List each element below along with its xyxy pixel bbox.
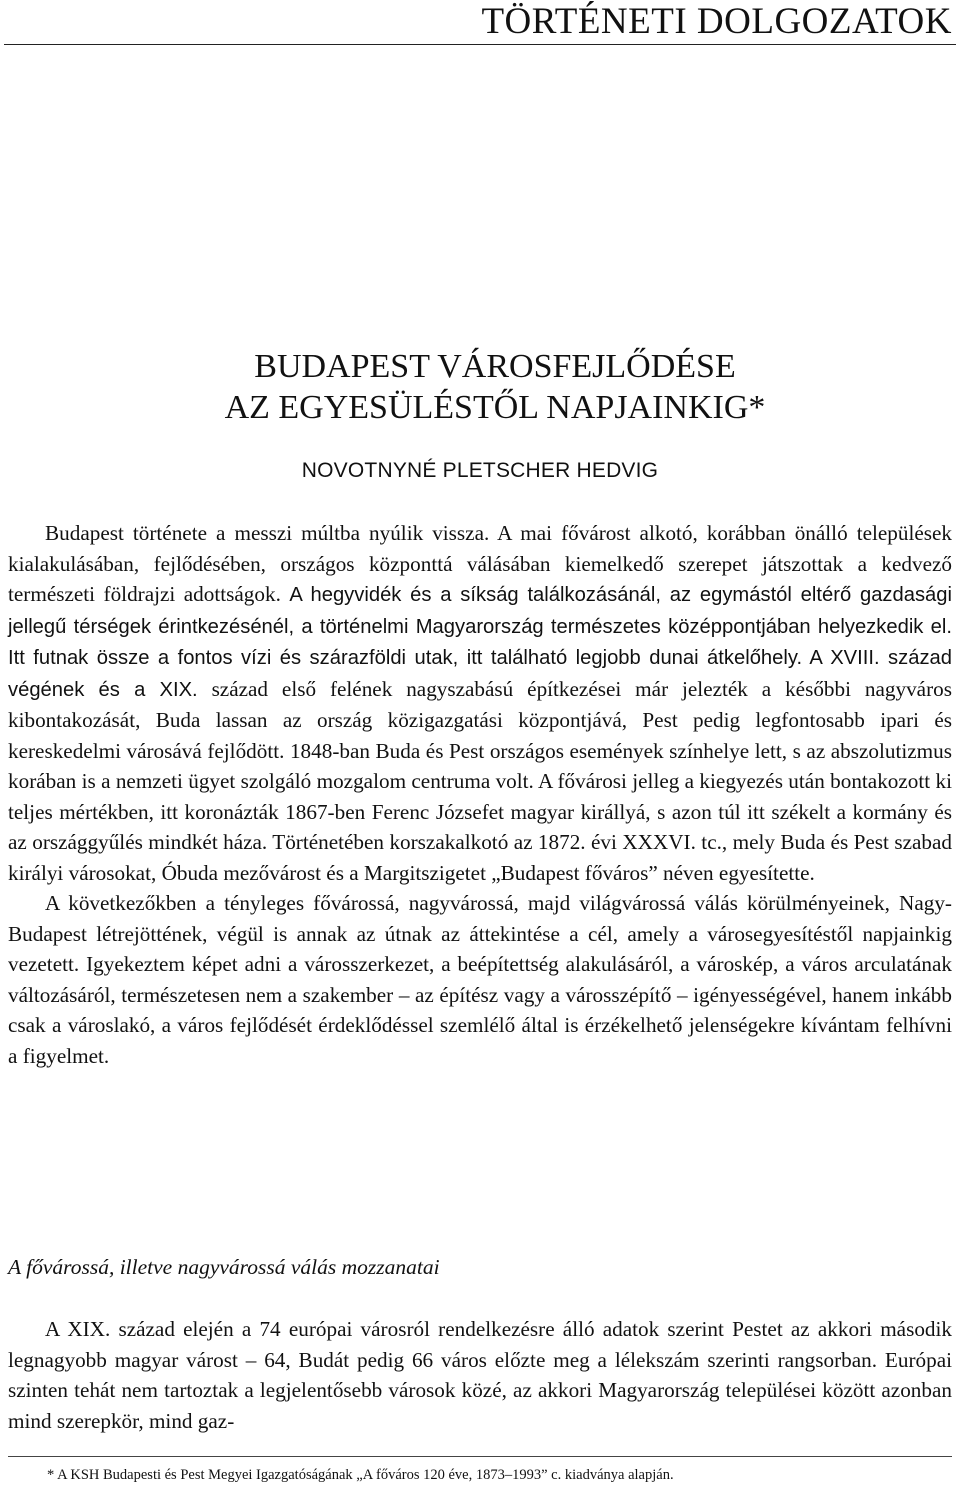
- footnote: * A KSH Budapesti és Pest Megyei Igazgatóságának „A főváros 120 éve, 1873–1993” c. kiadványa alapján.: [47, 1467, 674, 1483]
- section-paragraph-1: A XIX. század elején a 74 európai városról rendelkezésre álló adatok szerint Pestet az akkori második legnagyobb magyar várost – 64, Budát pedig 66 város előzte meg a lélekszám szerinti rangsorban. Európai szinten tehát nem tartoztak a legjelentősebb városok közé, az akkori Magyarország települései között azonban mind szerepkör, mind gaz-: [8, 1317, 952, 1433]
- intro-paragraph-1-part-b: A hegyvidék és a síkság találkozásánál, az egymástól eltérő gazdasági jellegű térségek érintkezésénél, a történelmi Magyarország természetes középpontjában helyezkedik el. Itt futnak össze a fontos vízi és szárazföldi utak, itt található legjobb dunai átkelőhely. A XVIII. század végének és a XIX.: [8, 584, 952, 701]
- section-text: [8, 1314, 952, 1436]
- footnote-rule: [8, 1456, 952, 1457]
- article-title-line1: BUDAPEST VÁROSFEJLŐDÉSE: [254, 348, 736, 385]
- header-rule: [4, 44, 956, 45]
- intro-paragraph-1-part-a: Budapest története a messzi múltba nyúlik vissza. A mai fővárost alkotó, korábban önálló települések kialakulásában, fejlődésében, országos központtá válásában kiemelkedő szerepet játszottak a kedvező természeti földrajzi adottságok.: [8, 521, 952, 606]
- running-header-title: TÖRTÉNETI DOLGOZATOK: [481, 1, 952, 42]
- intro-paragraph-1: [8, 518, 952, 888]
- intro-paragraph-2: A következőkben a tényleges fővárossá, nagyvárossá, majd világvárossá válás körülményeinek, Nagy-Budapest létrejöttének, végül is annak az útnak az áttekintése a cél, amely a városegyesítéstől napjainkig vezetett. Igyekeztem képet adni a városszerkezet, a beépítettség alakulásáról, a városkép, a város arculatának változásáról, természetesen nem a szakember – az építész vagy a városszépítő – igényességével, hanem inkább csak a városlakó, a város fejlődését érdeklődéssel szemlélő által is érzékelhető jelenségekre kívántam felhívni a figyelmet.: [8, 891, 952, 1068]
- intro-paragraph-1-part-c: század első felének nagyszabású építkezései már jelezték a későbbi nagyváros kibontakozását, Buda lassan az ország közigazgatási központjává, Pest pedig legfontosabb ipari és kereskedelmi városává fejlődött. 1848-ban Buda és Pest országos események színhelye lett, s az abszolutizmus korában is a nemzeti ügyet szolgáló mozgalom centruma volt. A fővárosi jelleg a kiegyezés után bontakozott ki teljes mértékben, itt koronázták 1867-ben Ferenc Józsefet magyar királlyá, s azon túl itt székelt a kormány és az országgyűlés mindkét háza. Történetében korszakalkotó az 1872. évi XXXVI. tc., mely Buda és Pest szabad királyi városokat, Óbuda mezővárost és a Margitszigetet „Budapest főváros” néven egyesítette.: [8, 676, 952, 885]
- section-heading: A fővárossá, illetve nagyvárossá válás mozzanatai: [8, 1255, 440, 1279]
- article-title-line2: AZ EGYESÜLÉSTŐL NAPJAINKIG*: [224, 389, 766, 426]
- intro-text: [8, 518, 952, 1071]
- article-author: NOVOTNYNÉ PLETSCHER HEDVIG: [301, 459, 659, 482]
